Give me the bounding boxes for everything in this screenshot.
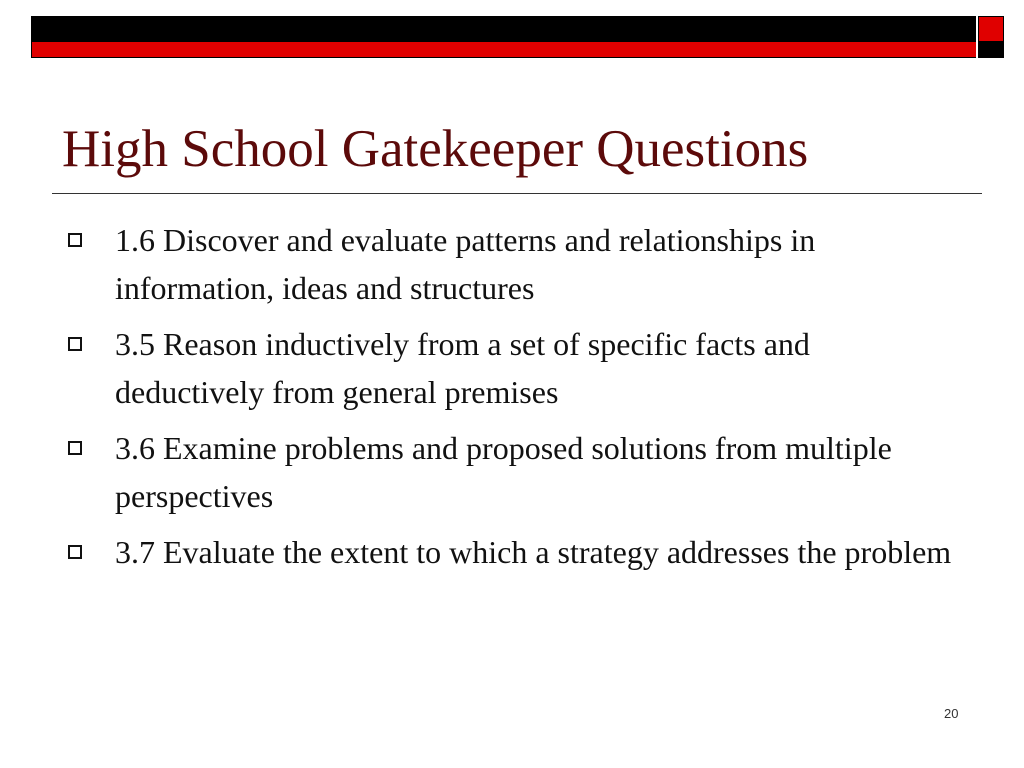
- hollow-square-bullet-icon: [68, 441, 82, 455]
- page-number: 20: [944, 706, 959, 721]
- header-corner-black-square: [978, 42, 1004, 58]
- bullet-text: 3.5 Reason inductively from a set of specific facts and deductively from general premises: [115, 326, 810, 410]
- bullet-text: 3.7 Evaluate the extent to which a strategy addresses the problem: [115, 534, 952, 570]
- hollow-square-bullet-icon: [68, 545, 82, 559]
- bullet-item: [62, 320, 962, 416]
- bullet-text: 3.6 Examine problems and proposed solutions from multiple perspectives: [115, 430, 892, 514]
- title-divider: [52, 193, 982, 194]
- slide-title: High School Gatekeeper Questions: [62, 120, 809, 178]
- hollow-square-bullet-icon: [68, 233, 82, 247]
- header-bar-red: [31, 42, 976, 58]
- header-corner-red-square: [978, 16, 1004, 42]
- header-bar-black: [31, 16, 976, 42]
- bullet-text: 1.6 Discover and evaluate patterns and relationships in information, ideas and structures: [115, 222, 816, 306]
- bullet-item: [62, 216, 962, 312]
- hollow-square-bullet-icon: [68, 337, 82, 351]
- bullet-item: [62, 528, 962, 576]
- bullet-item: [62, 424, 962, 520]
- bullet-list: [62, 216, 962, 584]
